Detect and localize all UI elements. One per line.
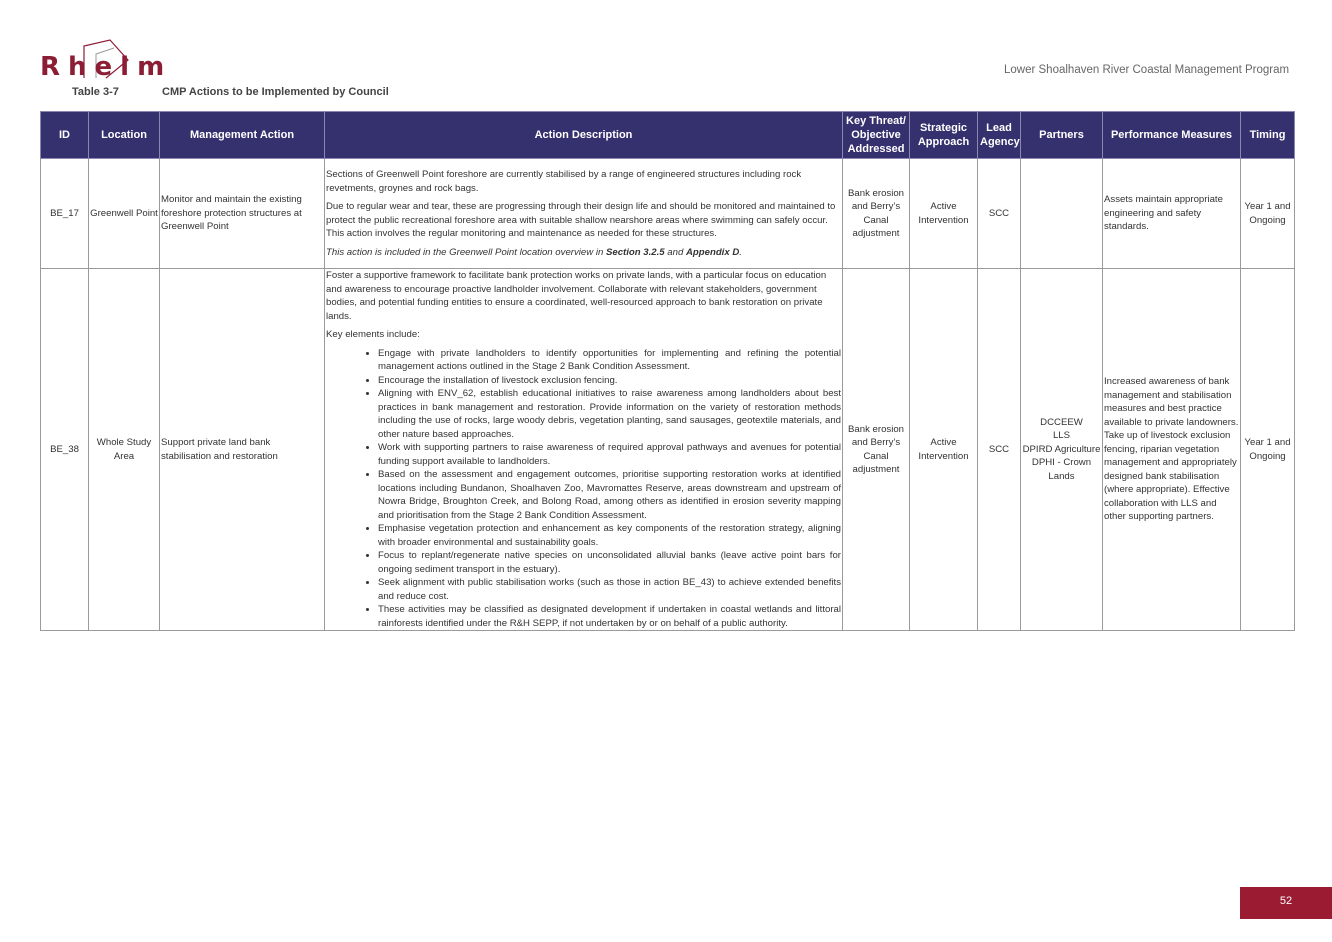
- col-header-key-threat: Key Threat/ Objective Addressed: [843, 112, 910, 159]
- cell-timing: Year 1 and Ongoing: [1241, 269, 1295, 631]
- document-title: Lower Shoalhaven River Coastal Management Program: [1004, 64, 1290, 76]
- col-header-lead-agency: Lead Agency: [978, 112, 1021, 159]
- cell-action-description: [325, 159, 843, 269]
- rhelm-logo: [40, 38, 173, 82]
- table-row: [41, 159, 1295, 269]
- list-item: • Focus to replant/regenerate native species on unconsolidated alluvial banks (leave active point bars for ongoing sediment transport in the estuary).: [378, 549, 841, 576]
- cmp-actions-table: [40, 111, 1295, 631]
- logo-text: Rhelm: [40, 52, 173, 82]
- cell-strategic-approach: Active Intervention: [910, 159, 978, 269]
- list-item: • Aligning with ENV_62, establish educational initiatives to raise awareness among landholders about best practices in bank management and restoration. Provide information on the variety of restoration methods including the use of rocks, large woody debris, vegetation planting, sand sausages, geotextile materials, and other nature based approaches.: [378, 387, 841, 441]
- cell-location: Whole Study Area: [89, 269, 160, 631]
- cell-key-threat: Bank erosion and Berry’s Canal adjustment: [843, 269, 910, 631]
- list-item: • Based on the assessment and engagement outcomes, prioritise supporting restoration works at identified locations including Bundanon, Shoalhaven Zoo, Mavromattes Reserve, areas downstream and upstream of Nowra Bridge, Broughton Creek, and Bolong Road, among others as identified in erosion severity mapping and prioritisation from the Stage 2 Bank Condition Assessment.: [378, 468, 841, 522]
- col-header-performance-measures: Performance Measures: [1103, 112, 1241, 159]
- description-paragraph: Due to regular wear and tear, these are progressing through their design life and should be monitored and maintained to protect the public recreational foreshore area with suitable shallow nearshore areas where swimming can safely occur. This action involves the regular monitoring and maintenance as needed for these structures.: [326, 201, 836, 239]
- list-item: • Seek alignment with public stabilisation works (such as those in action BE_43) to achieve extended benefits and reduce cost.: [378, 576, 841, 603]
- description-note: This action is included in the Greenwell Point location overview in Section 3.2.5 and Appendix D.: [326, 246, 742, 258]
- list-item: • Engage with private landholders to identify opportunities for implementing and refining the potential management actions outlined in the Stage 2 Bank Condition Assessment.: [378, 347, 841, 374]
- cell-id: BE_38: [41, 269, 89, 631]
- col-header-strategic-approach: Strategic Approach: [910, 112, 978, 159]
- table-header-row: [41, 112, 1295, 159]
- col-header-timing: Timing: [1241, 112, 1295, 159]
- cell-performance-measures: Increased awareness of bank management and stabilisation measures and best practice available to private landowners. Take up of livestock exclusion fencing, riparian vegetation management and appropriately designed bank stabilisation (where appropriate). Effective collaboration with LLS and other supporting partners.: [1103, 269, 1241, 631]
- cell-management-action: Support private land bank stabilisation and restoration: [160, 269, 325, 631]
- cell-key-threat: Bank erosion and Berry’s Canal adjustment: [843, 159, 910, 269]
- col-header-location: Location: [89, 112, 160, 159]
- cell-performance-measures: Assets maintain appropriate engineering and safety standards.: [1103, 159, 1241, 269]
- cell-location: Greenwell Point: [89, 159, 160, 269]
- cell-management-action: Monitor and maintain the existing foreshore protection structures at Greenwell Point: [160, 159, 325, 269]
- col-header-action-description: Action Description: [325, 112, 843, 159]
- cell-lead-agency: SCC: [978, 159, 1021, 269]
- cell-id: BE_17: [41, 159, 89, 269]
- section-reference: Section 3.2.5: [605, 246, 665, 258]
- table-number: Table 3-7: [72, 86, 119, 98]
- cell-lead-agency: SCC: [978, 269, 1021, 631]
- cell-partners: [1021, 159, 1103, 269]
- cell-timing: Year 1 and Ongoing: [1241, 159, 1295, 269]
- description-paragraph: Sections of Greenwell Point foreshore are currently stabilised by a range of engineered structures including rock revetments, groynes and rock bags.: [326, 169, 802, 194]
- page-number: 52: [1240, 887, 1332, 919]
- list-item: • Emphasise vegetation protection and enhancement as key components of the restoration strategy, aligning with broader environmental and sustainability goals.: [378, 522, 841, 549]
- table-title: CMP Actions to be Implemented by Council: [162, 86, 389, 98]
- col-header-management-action: Management Action: [160, 112, 325, 159]
- table-caption: [72, 86, 389, 98]
- list-item: • These activities may be classified as designated development if undertaken in coastal wetlands and littoral rainforests identified under the R&H SEPP, if not undertaken by or on behalf of a public authority.: [378, 603, 841, 630]
- cell-strategic-approach: Active Intervention: [910, 269, 978, 631]
- key-elements-list: [326, 347, 841, 631]
- partner-item: DPIRD Agriculture: [1022, 443, 1101, 455]
- description-paragraph: Key elements include:: [326, 329, 420, 340]
- cell-action-description: [325, 269, 843, 631]
- list-item: • Encourage the installation of livestock exclusion fencing.: [378, 374, 841, 388]
- cell-partners: [1021, 269, 1103, 631]
- description-paragraph: Foster a supportive framework to facilitate bank protection works on private lands, with a particular focus on education and awareness to encourage proactive landholder involvement. Collaborate with relevant stakeholders, government bodies, and potential funding entities to ensure a coordinated, well-resourced approach to bank restoration on private lands.: [326, 270, 827, 322]
- partner-item: DPHI - Crown Lands: [1031, 457, 1092, 482]
- partner-item: LLS: [1052, 430, 1071, 442]
- list-item: • Work with supporting partners to raise awareness of required approval pathways and avenues for potential funding support available to landholders.: [378, 441, 841, 468]
- table-row: [41, 269, 1295, 631]
- col-header-partners: Partners: [1021, 112, 1103, 159]
- appendix-reference: Appendix D: [685, 246, 740, 258]
- partner-item: DCCEEW: [1040, 416, 1083, 428]
- col-header-id: ID: [41, 112, 89, 159]
